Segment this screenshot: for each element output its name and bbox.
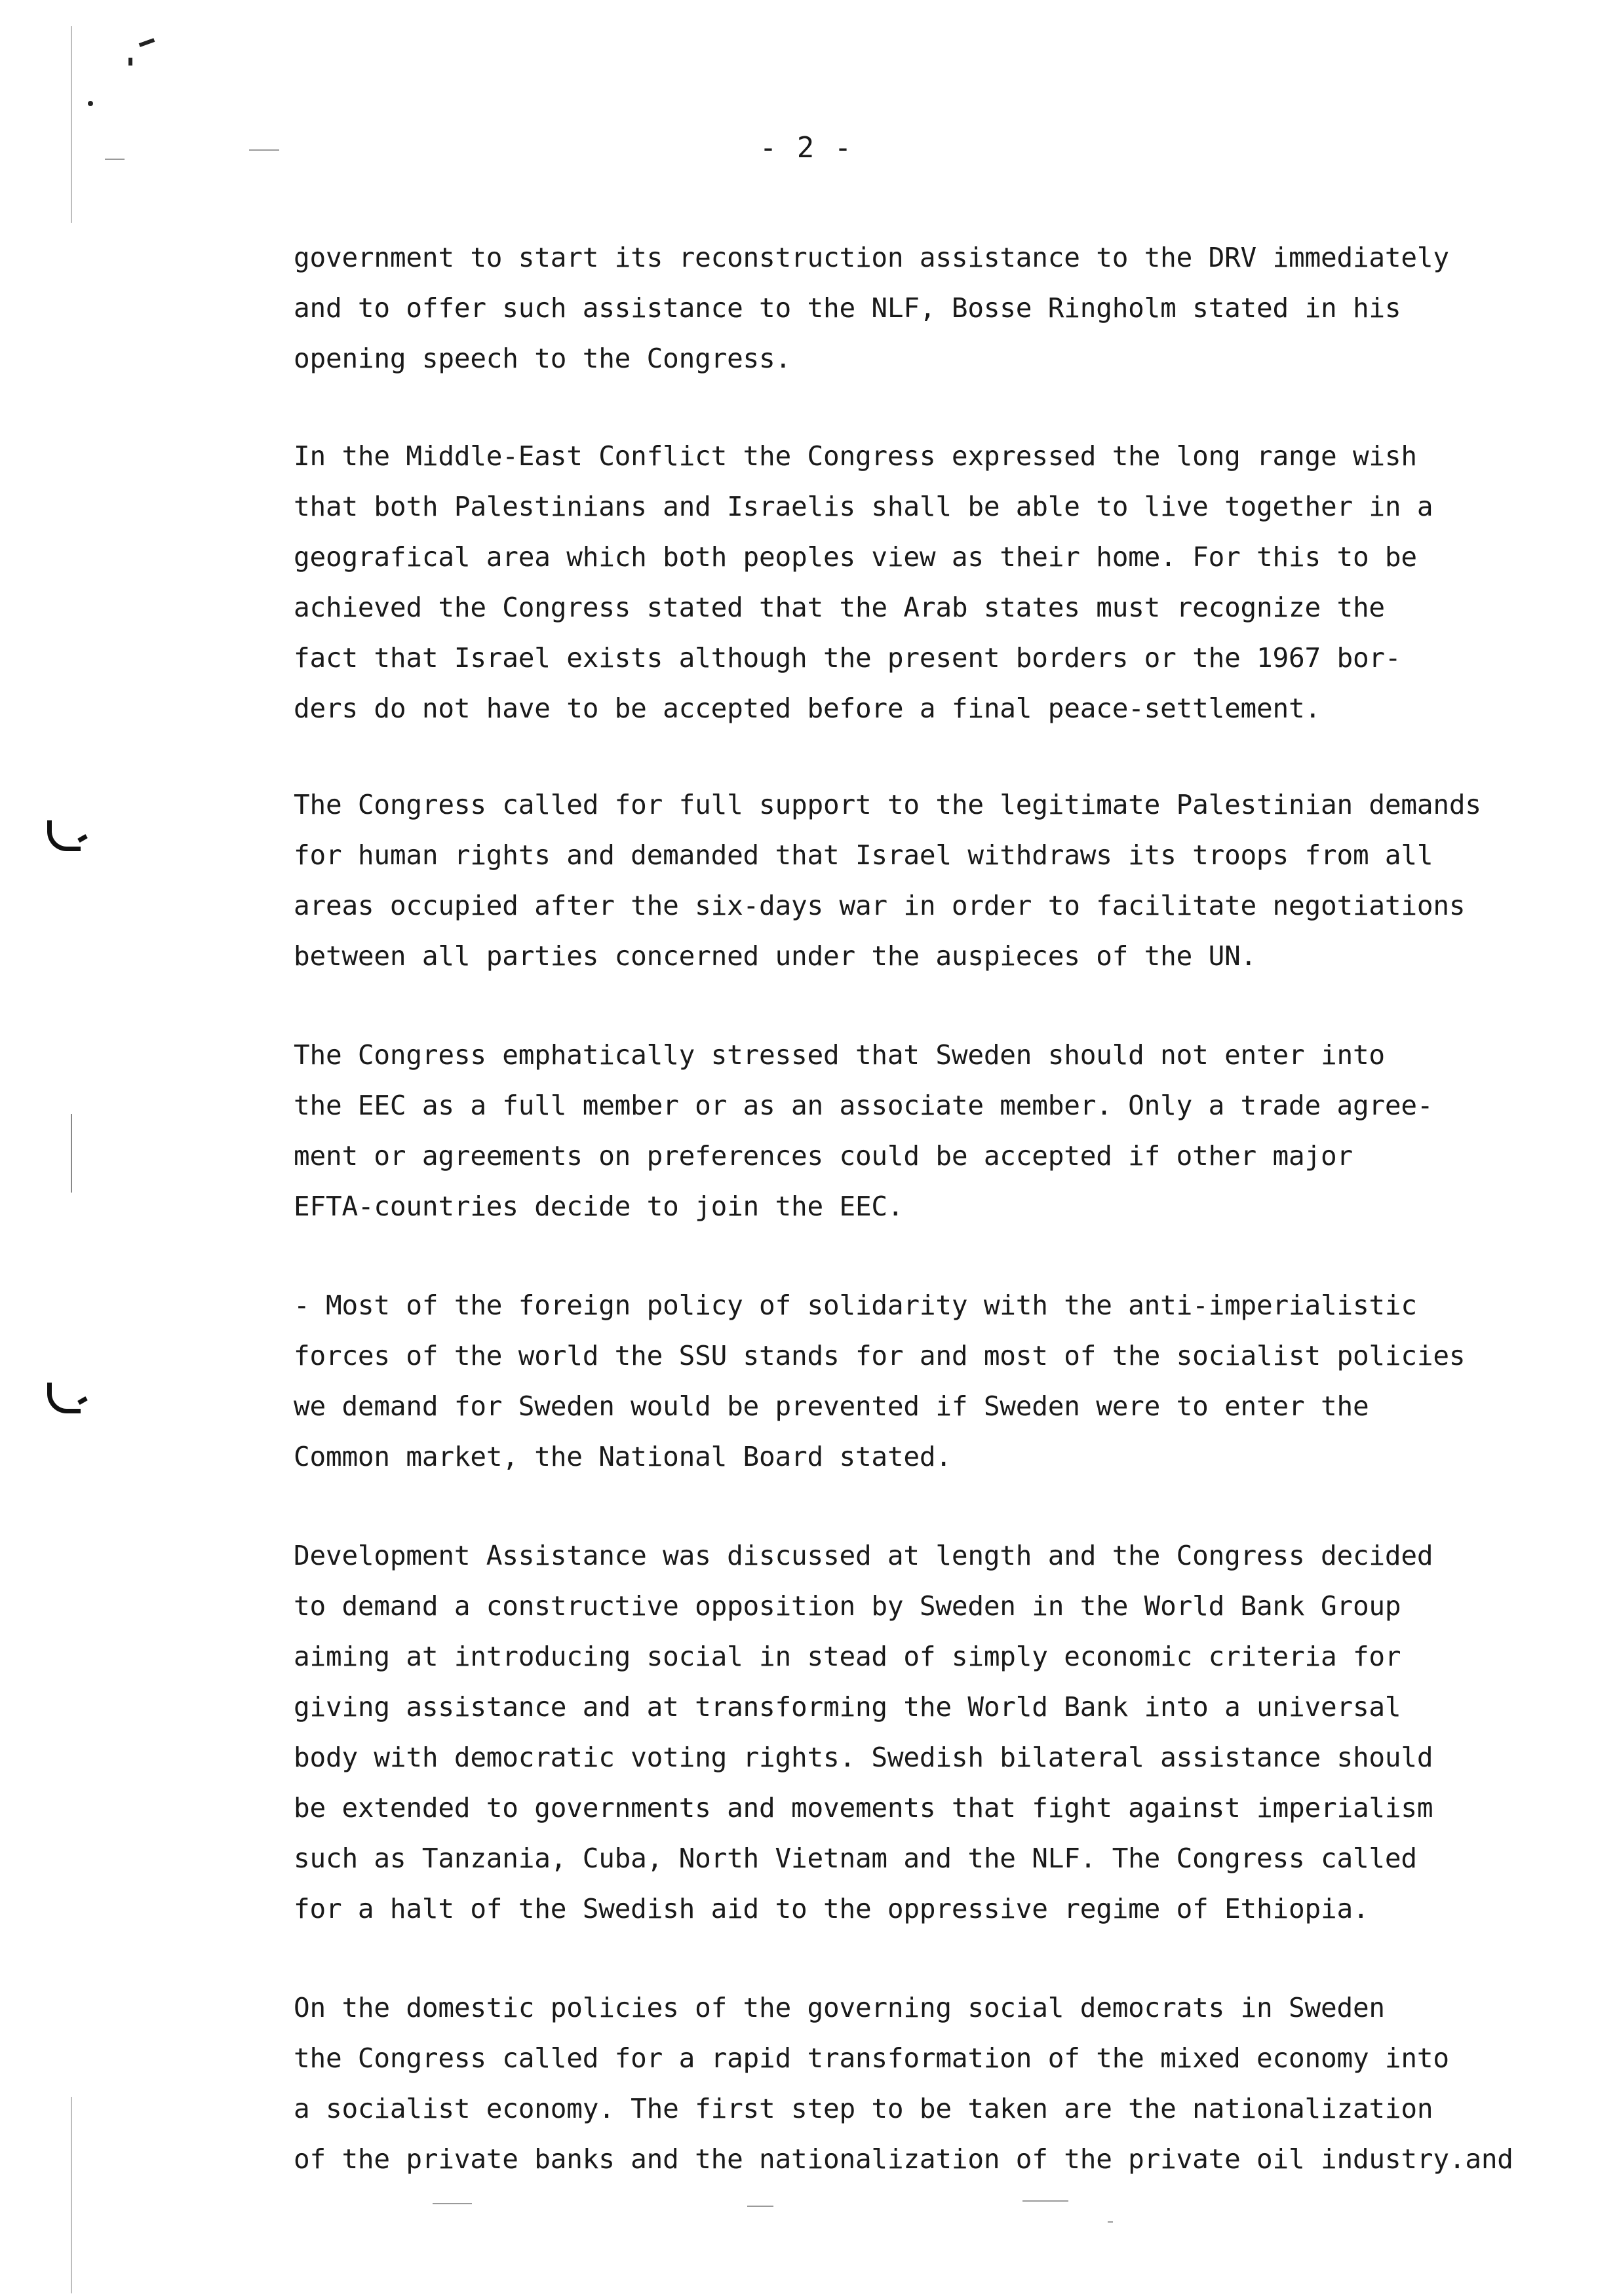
- text-line: In the Middle-East Conflict the Congress expressed the long range wish: [294, 440, 1417, 472]
- text-line: a socialist economy. The first step to be taken are the nationalization: [294, 2093, 1433, 2124]
- text-line: opening speech to the Congress.: [294, 343, 792, 374]
- text-line: to demand a constructive opposition by Sweden in the World Bank Group: [294, 1590, 1401, 1622]
- text-line: On the domestic policies of the governing social democrats in Sweden: [294, 1992, 1385, 2023]
- text-line: the Congress called for a rapid transformation of the mixed economy into: [294, 2042, 1449, 2074]
- scan-speck: [105, 159, 125, 160]
- text-line: that both Palestinians and Israelis shall be able to live together in a: [294, 491, 1433, 522]
- text-line: for a halt of the Swedish aid to the oppressive regime of Ethiopia.: [294, 1893, 1369, 1924]
- scan-margin-line: [71, 26, 72, 223]
- scan-speck: [139, 38, 155, 47]
- paragraph: [294, 1280, 1552, 1482]
- text-line: fact that Israel exists although the present borders or the 1967 bor-: [294, 642, 1401, 674]
- scan-margin-line: [71, 1114, 72, 1193]
- text-line: areas occupied after the six-days war in order to facilitate negotiations: [294, 890, 1466, 921]
- scan-speck: [1108, 2221, 1113, 2223]
- text-line: we demand for Sweden would be prevented if Sweden were to enter the: [294, 1390, 1369, 1422]
- scan-speck: [128, 58, 132, 66]
- text-line: such as Tanzania, Cuba, North Vietnam and the NLF. The Congress called: [294, 1843, 1417, 1874]
- text-line: Development Assistance was discussed at length and the Congress decided: [294, 1540, 1433, 1571]
- scan-speck: [747, 2206, 773, 2207]
- binder-hole-mark: [47, 1383, 81, 1413]
- text-line: forces of the world the SSU stands for and most of the socialist policies: [294, 1340, 1466, 1371]
- scan-speck: [249, 149, 279, 151]
- paragraph: [294, 1030, 1552, 1232]
- text-line: government to start its reconstruction assistance to the DRV immediately: [294, 242, 1449, 273]
- text-line: Common market, the National Board stated.: [294, 1441, 952, 1472]
- paragraph: [294, 780, 1552, 982]
- text-line: EFTA-countries decide to join the EEC.: [294, 1191, 904, 1222]
- paragraph: [294, 431, 1552, 734]
- text-line: achieved the Congress stated that the Arab states must recognize the: [294, 592, 1385, 623]
- text-line: for human rights and demanded that Israel withdraws its troops from all: [294, 839, 1433, 871]
- scan-speck: [88, 101, 93, 106]
- text-line: be extended to governments and movements that fight against imperialism: [294, 1792, 1433, 1824]
- text-line: body with democratic voting rights. Swedish bilateral assistance should: [294, 1742, 1433, 1773]
- text-line: ment or agreements on preferences could be accepted if other major: [294, 1140, 1353, 1172]
- paragraph: [294, 233, 1552, 384]
- text-line: The Congress emphatically stressed that Sweden should not enter into: [294, 1039, 1385, 1071]
- text-line: ders do not have to be accepted before a final peace-settlement.: [294, 693, 1321, 724]
- page-number: - 2 -: [759, 131, 853, 164]
- binder-hole-mark: [47, 820, 81, 851]
- paragraph: [294, 1531, 1552, 1934]
- paragraph: [294, 1983, 1552, 2185]
- text-line: - Most of the foreign policy of solidarity with the anti-imperialistic: [294, 1290, 1417, 1321]
- text-line: of the private banks and the nationalization of the private oil industry.and: [294, 2143, 1513, 2175]
- scan-speck: [1022, 2200, 1068, 2202]
- text-line: aiming at introducing social in stead of simply economic criteria for: [294, 1641, 1401, 1672]
- text-line: The Congress called for full support to the legitimate Palestinian demands: [294, 789, 1481, 820]
- text-line: the EEC as a full member or as an associate member. Only a trade agree-: [294, 1090, 1433, 1121]
- text-line: geografical area which both peoples view as their home. For this to be: [294, 541, 1417, 573]
- text-line: and to offer such assistance to the NLF, Bosse Ringholm stated in his: [294, 292, 1401, 324]
- scan-speck: [433, 2203, 472, 2204]
- text-line: giving assistance and at transforming the World Bank into a universal: [294, 1691, 1401, 1723]
- text-line: between all parties concerned under the auspieces of the UN.: [294, 940, 1257, 972]
- scan-margin-line: [71, 2097, 72, 2293]
